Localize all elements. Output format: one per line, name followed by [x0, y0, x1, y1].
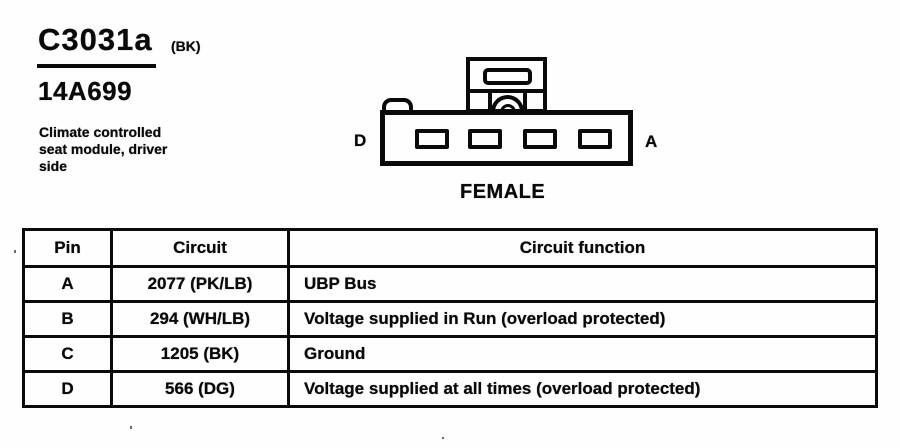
pin-cavity-c	[468, 129, 502, 149]
pin-cell: C	[24, 337, 112, 372]
function-cell: Voltage supplied in Run (overload protected)	[289, 302, 877, 337]
table-row-pin-b	[24, 302, 877, 337]
table-row-pin-a	[24, 267, 877, 302]
connector-id-title: C3031a	[38, 22, 153, 57]
function-cell: Ground	[289, 337, 877, 372]
pin-table	[22, 228, 878, 408]
table-row-pin-d	[24, 372, 877, 407]
circuit-cell: 566 (DG)	[112, 372, 289, 407]
pin-cavity-b	[523, 129, 557, 149]
header-cell-pin: Pin	[24, 230, 112, 267]
pin-label-a: A	[645, 132, 658, 151]
scan-speck	[442, 437, 444, 439]
pin-label-d: D	[354, 131, 367, 150]
header-cell-circuit: Circuit	[112, 230, 289, 267]
table-header-row	[24, 230, 877, 267]
function-cell: Voltage supplied at all times (overload protected)	[289, 372, 877, 407]
part-number: 14A699	[38, 76, 133, 106]
description-line-1: Climate controlled	[39, 124, 162, 140]
connector-color-code: (BK)	[171, 38, 201, 54]
description-line-2: seat module, driver	[39, 141, 168, 157]
title-underline	[37, 64, 156, 68]
latch-divider-line	[466, 89, 547, 93]
pin-cell: D	[24, 372, 112, 407]
scan-speck	[130, 426, 132, 429]
latch-slot	[483, 68, 532, 85]
circuit-cell: 2077 (PK/LB)	[112, 267, 289, 302]
connector-gender-label: FEMALE	[460, 181, 546, 203]
function-cell: UBP Bus	[289, 267, 877, 302]
circuit-cell: 294 (WH/LB)	[112, 302, 289, 337]
scan-speck	[14, 250, 16, 253]
table-row-pin-c	[24, 337, 877, 372]
circuit-cell: 1205 (BK)	[112, 337, 289, 372]
header-cell-circuit-function: Circuit function	[289, 230, 877, 267]
pin-cavity-d	[415, 129, 449, 149]
pin-cell: B	[24, 302, 112, 337]
pin-cell: A	[24, 267, 112, 302]
module-description	[39, 124, 229, 175]
pin-cavity-a	[578, 129, 612, 149]
description-line-3: side	[39, 158, 68, 174]
